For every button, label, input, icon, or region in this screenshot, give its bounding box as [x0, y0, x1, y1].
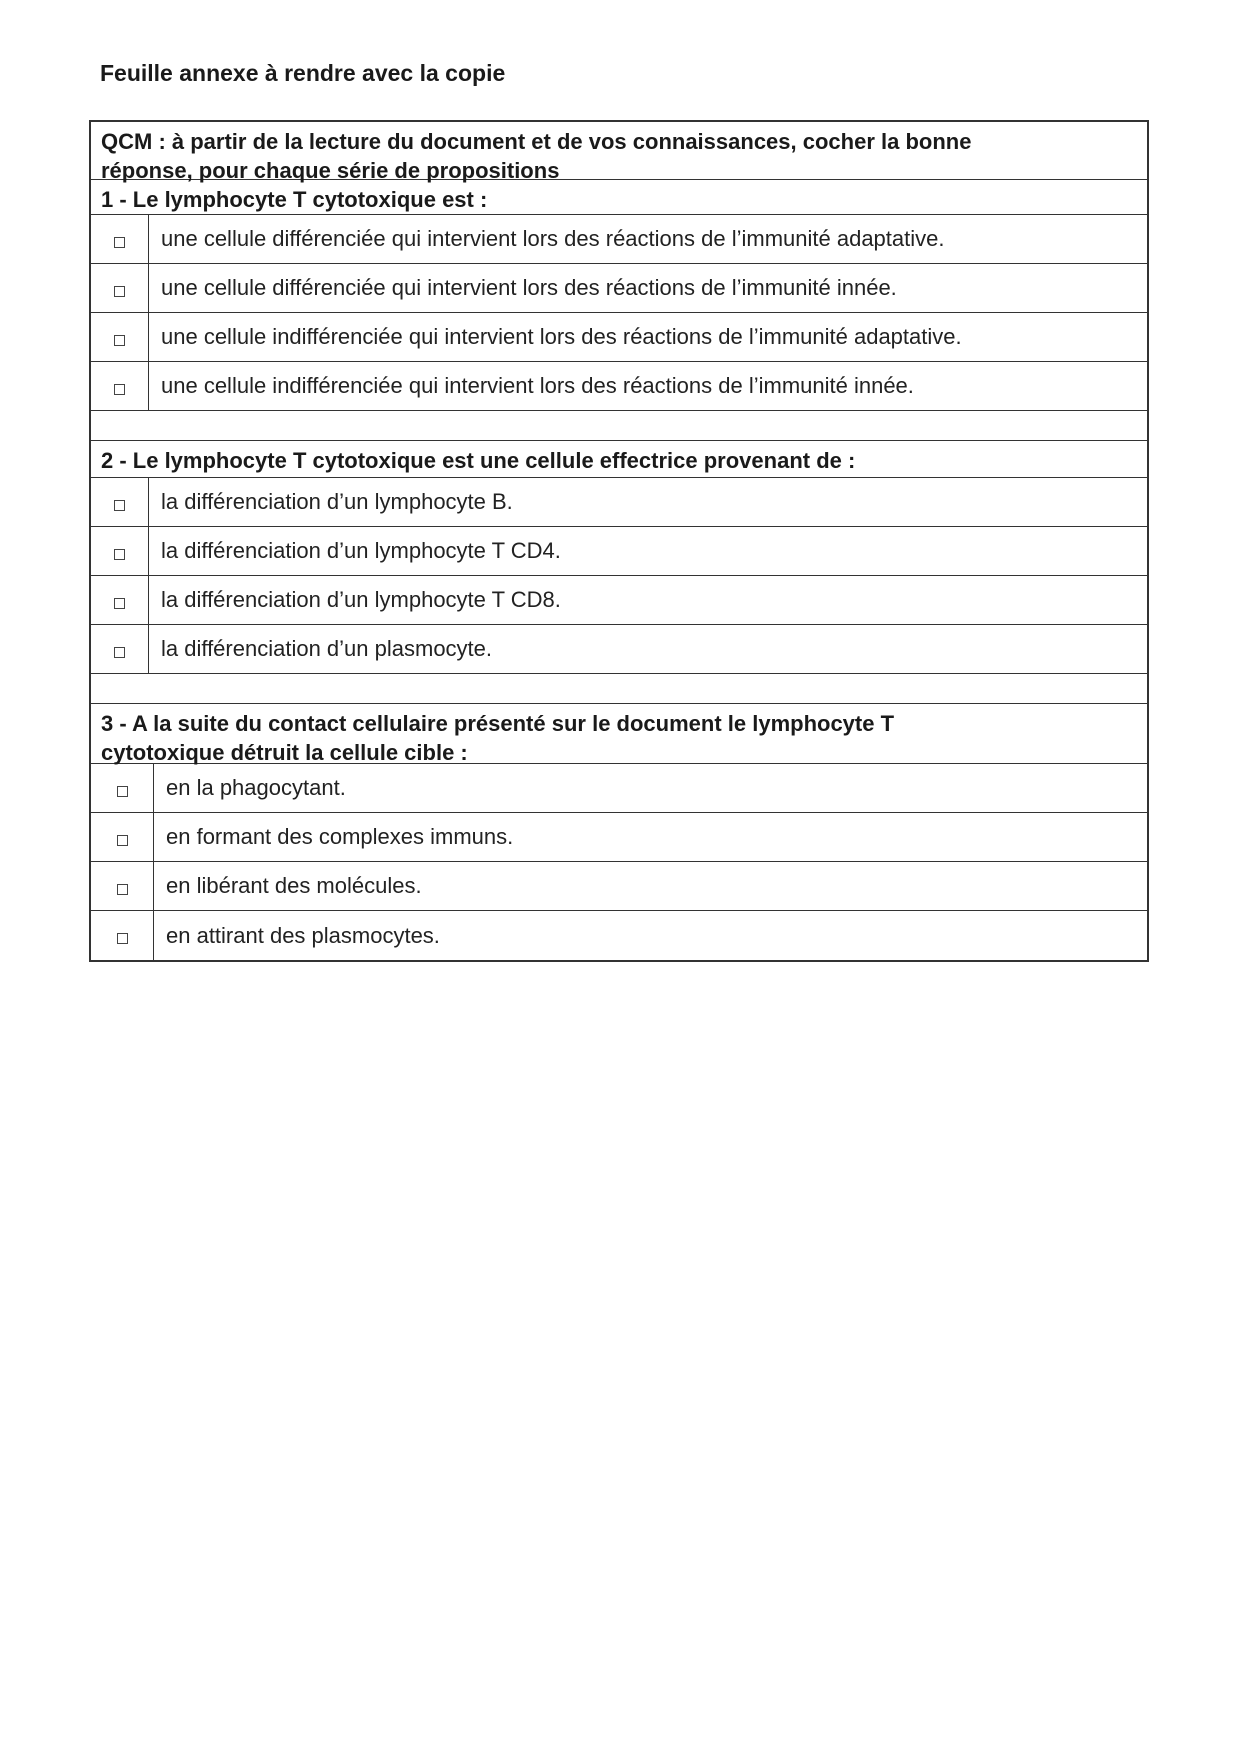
section-spacer	[91, 674, 1147, 704]
question-2-option-4	[91, 625, 1147, 674]
qcm-instructions	[91, 122, 1147, 183]
checkbox-cell	[91, 264, 149, 312]
checkbox-cell	[91, 527, 149, 575]
checkbox-cell	[91, 478, 149, 526]
option-text: la différenciation d’un lymphocyte T CD4.	[161, 538, 561, 563]
page-title: Feuille annexe à rendre avec la copie	[100, 60, 506, 86]
question-2-option-1	[91, 478, 1147, 527]
question-3-option-2	[91, 813, 1147, 862]
answer-checkbox[interactable]	[117, 835, 128, 846]
option-text: une cellule différenciée qui intervient lors des réactions de l’immunité adaptative.	[161, 226, 945, 251]
instructions-line-2: réponse, pour chaque série de propositions	[101, 158, 560, 183]
question-3-option-1	[91, 764, 1147, 813]
option-text: en la phagocytant.	[166, 775, 346, 800]
option-text: une cellule différenciée qui intervient lors des réactions de l’immunité innée.	[161, 275, 897, 300]
option-text: une cellule indifférenciée qui intervient lors des réactions de l’immunité adaptative.	[161, 324, 962, 349]
question-3-title-line-1: 3 - A la suite du contact cellulaire présenté sur le document le lymphocyte T	[101, 711, 895, 736]
qcm-table	[89, 120, 1149, 962]
option-text: en libérant des molécules.	[166, 873, 422, 898]
option-text: en attirant des plasmocytes.	[166, 922, 440, 948]
question-3-option-3	[91, 862, 1147, 911]
checkbox-cell	[91, 862, 154, 910]
answer-checkbox[interactable]	[114, 384, 125, 395]
option-text: la différenciation d’un lymphocyte T CD8.	[161, 587, 561, 612]
section-spacer	[91, 411, 1147, 441]
option-text: une cellule indifférenciée qui intervient lors des réactions de l’immunité innée.	[161, 373, 914, 398]
question-2-title: 2 - Le lymphocyte T cytotoxique est une cellule effectrice provenant de :	[91, 441, 1147, 478]
answer-checkbox[interactable]	[114, 598, 125, 609]
answer-checkbox[interactable]	[114, 647, 125, 658]
checkbox-cell	[91, 215, 149, 263]
instructions-line-1: QCM : à partir de la lecture du document et de vos connaissances, cocher la bonne	[101, 129, 972, 154]
question-1-option-3	[91, 313, 1147, 362]
checkbox-cell	[91, 813, 154, 861]
checkbox-cell	[91, 625, 149, 673]
answer-checkbox[interactable]	[114, 335, 125, 346]
question-2-option-3	[91, 576, 1147, 625]
checkbox-cell	[91, 764, 154, 812]
question-2-option-2	[91, 527, 1147, 576]
answer-checkbox[interactable]	[117, 884, 128, 895]
option-text: la différenciation d’un plasmocyte.	[161, 636, 493, 661]
question-3-option-4	[91, 911, 1147, 960]
answer-checkbox[interactable]	[114, 286, 125, 297]
answer-checkbox[interactable]	[114, 237, 125, 248]
option-text: la différenciation d’un lymphocyte B.	[161, 489, 513, 514]
answer-checkbox[interactable]	[114, 549, 125, 560]
question-3-title-line-2: cytotoxique détruit la cellule cible :	[101, 740, 468, 765]
answer-checkbox[interactable]	[114, 500, 125, 511]
question-1-option-1	[91, 215, 1147, 264]
question-1-title: 1 - Le lymphocyte T cytotoxique est :	[91, 180, 1147, 215]
question-1-option-2	[91, 264, 1147, 313]
question-3-title	[91, 704, 1147, 764]
checkbox-cell	[91, 313, 149, 361]
answer-checkbox[interactable]	[117, 933, 128, 944]
answer-checkbox[interactable]	[117, 786, 128, 797]
option-text: en formant des complexes immuns.	[166, 824, 514, 849]
checkbox-cell	[91, 362, 149, 410]
checkbox-cell	[91, 576, 149, 624]
question-1-option-4	[91, 362, 1147, 411]
checkbox-cell	[91, 911, 154, 960]
